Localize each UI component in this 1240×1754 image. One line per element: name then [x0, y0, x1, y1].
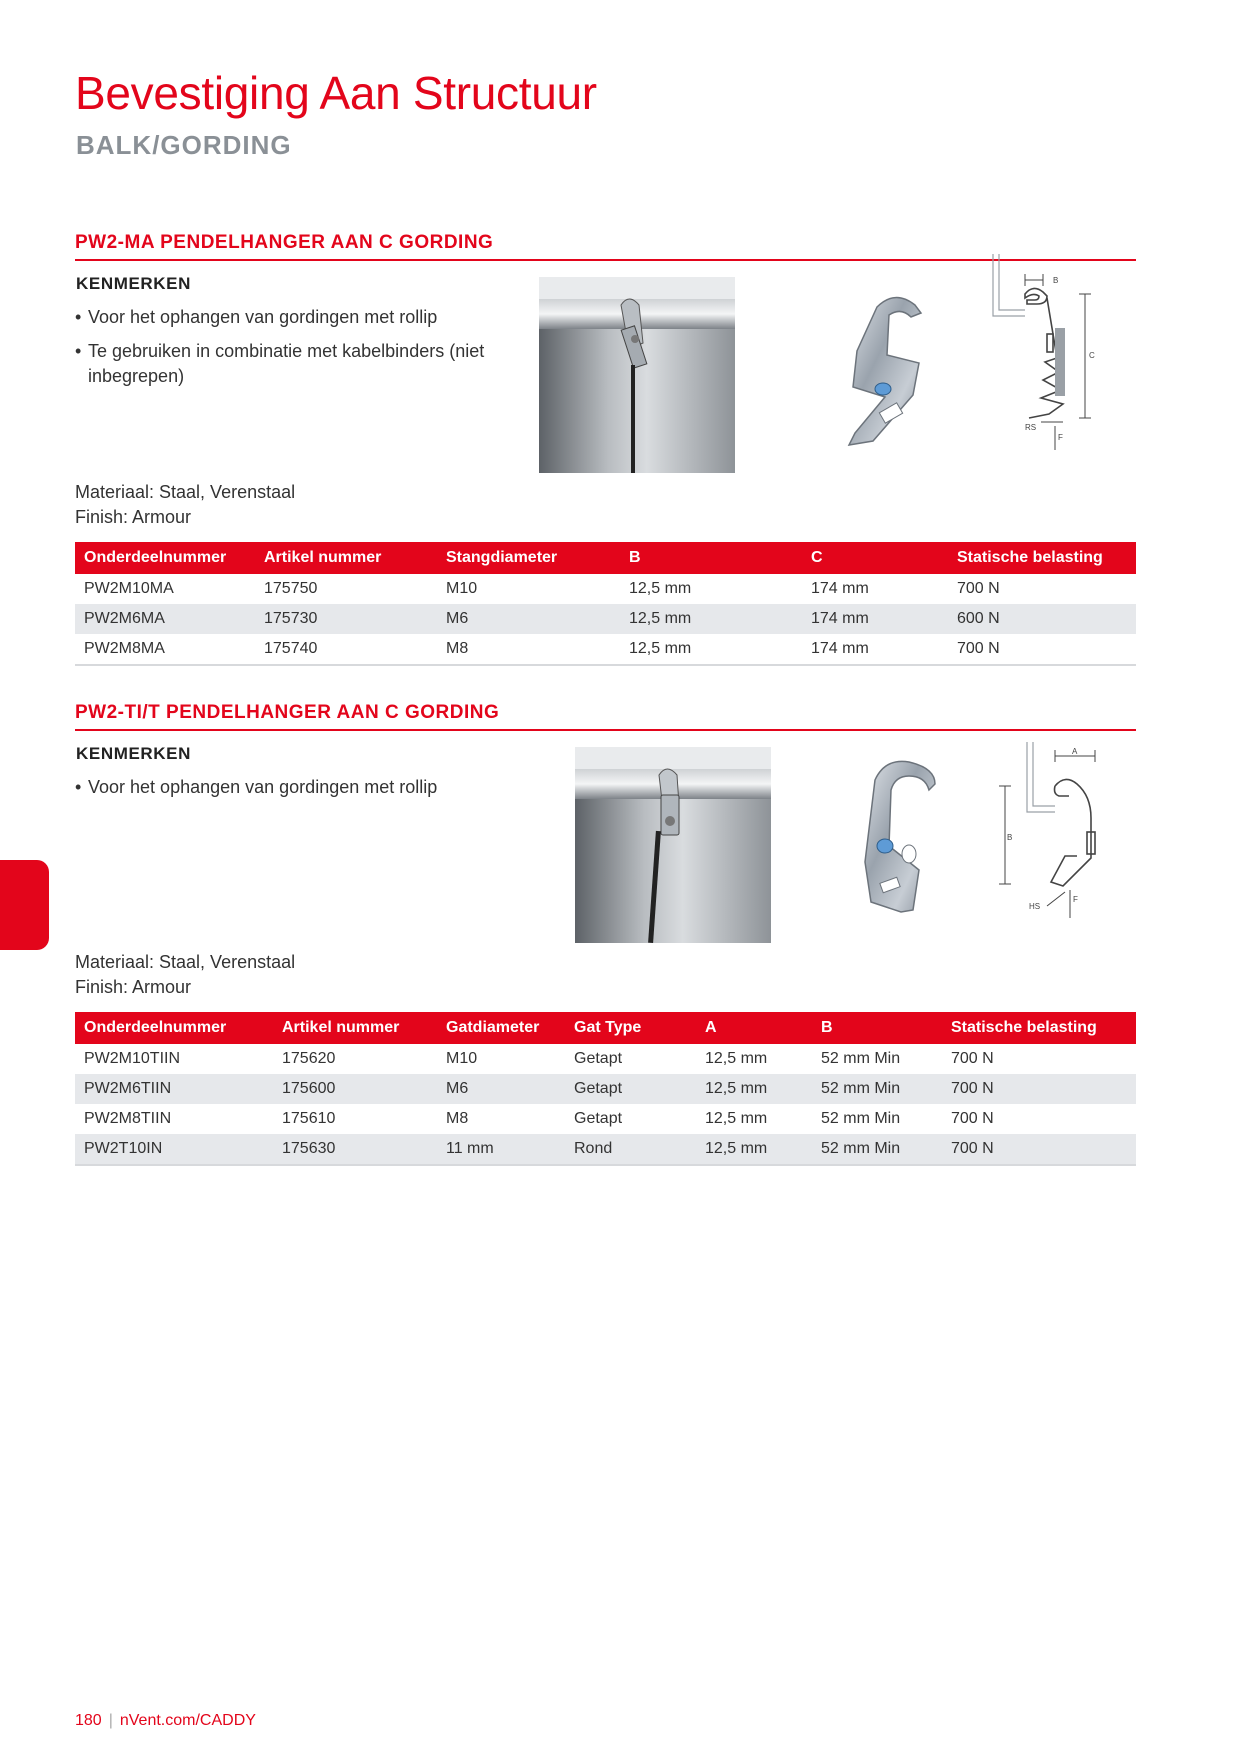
dimension-label-hs: HS — [1029, 902, 1041, 911]
table-cell: 12,5 mm — [696, 1074, 812, 1104]
table-cell: 700 N — [942, 1134, 1136, 1165]
table-cell: 175750 — [264, 580, 318, 597]
table-cell: M6 — [437, 1074, 565, 1104]
chapter-tab — [0, 860, 49, 950]
table-cell: Getapt — [574, 1050, 623, 1067]
table-cell: M10 — [446, 1050, 478, 1067]
product-photo — [815, 287, 960, 457]
table-cell: 11 mm — [437, 1134, 565, 1165]
column-header: B — [812, 1012, 942, 1044]
table-cell: Getapt — [574, 1110, 623, 1127]
feature-item: • Te gebruiken in combinatie met kabelbinders (niet inbegrepen) — [75, 339, 495, 389]
finish-text: Finish: Armour — [75, 507, 192, 527]
column-header: B — [620, 542, 802, 574]
table-cell: 52 mm Min — [812, 1074, 942, 1104]
column-header: Stangdiameter — [437, 542, 620, 574]
column-header: Statische belasting — [942, 1012, 1136, 1044]
table-cell: 600 N — [948, 604, 1136, 634]
column-header: Artikel nummer — [255, 542, 437, 574]
table-row — [75, 634, 1136, 665]
section-pw2-ma — [75, 232, 1136, 672]
material-text: Materiaal: Staal, Verenstaal — [75, 952, 296, 972]
page-number: 180 — [75, 1712, 102, 1729]
table-cell: 12,5 mm — [620, 634, 802, 665]
material-info — [75, 950, 295, 1000]
table-row — [75, 1044, 1136, 1074]
technical-drawing — [985, 254, 1125, 454]
table-header-row — [75, 542, 1136, 574]
column-header: A — [696, 1012, 812, 1044]
installation-photo — [539, 277, 735, 473]
table-cell: M6 — [437, 604, 620, 634]
table-cell: Rond — [565, 1134, 696, 1165]
column-header: Gat Type — [565, 1012, 696, 1044]
table-cell: 174 mm — [802, 634, 948, 665]
table-row — [75, 1104, 1136, 1134]
table-cell: 12,5 mm — [696, 1134, 812, 1165]
table-cell: 174 mm — [802, 604, 948, 634]
feature-item: • Voor het ophangen van gordingen met rollip — [75, 775, 495, 800]
table-cell: M8 — [437, 634, 620, 665]
table-cell: 12,5 mm — [705, 1050, 768, 1067]
table-cell: M8 — [446, 1110, 469, 1127]
column-header: Gatdiameter — [437, 1012, 565, 1044]
technical-drawing — [995, 742, 1135, 922]
table-row — [75, 574, 1136, 604]
page-footer — [75, 1712, 256, 1730]
material-info — [75, 480, 295, 530]
table-cell: 700 N — [951, 1110, 994, 1127]
page-subtitle: BALK/GORDING — [76, 130, 292, 160]
dimension-label-f: F — [1073, 895, 1078, 904]
table-cell: 12,5 mm — [705, 1110, 768, 1127]
column-header: C — [802, 542, 948, 574]
section-heading: PW2-MA PENDELHANGER AAN C GORDING — [75, 232, 1136, 261]
product-photo — [845, 750, 965, 930]
table-cell: 700 N — [948, 634, 1136, 665]
footer-url[interactable]: nVent.com/CADDY — [119, 1712, 256, 1729]
table-cell: 700 N — [951, 1050, 994, 1067]
table-cell: 700 N — [942, 1074, 1136, 1104]
material-text: Materiaal: Staal, Verenstaal — [75, 482, 296, 502]
table-cell: 175730 — [255, 604, 437, 634]
dimension-label-f: F — [1058, 433, 1063, 442]
table-cell: 174 mm — [811, 580, 869, 597]
table-cell: 12,5 mm — [629, 580, 692, 597]
table-cell: PW2M10MA — [84, 580, 174, 597]
table-cell: 52 mm Min — [821, 1110, 901, 1127]
table-header-row — [75, 1012, 1136, 1044]
spec-table — [75, 1012, 1136, 1166]
dimension-label-a: A — [1072, 747, 1078, 756]
feature-list — [75, 775, 495, 809]
table-cell: PW2M8TIIN — [84, 1110, 172, 1127]
table-cell: PW2M6MA — [75, 604, 255, 634]
spec-table — [75, 542, 1136, 666]
features-label: KENMERKEN — [76, 744, 191, 763]
table-cell: 175620 — [282, 1050, 336, 1067]
table-row — [75, 1134, 1136, 1165]
table-cell: 175610 — [282, 1110, 336, 1127]
table-cell: PW2T10IN — [75, 1134, 273, 1165]
table-cell: 700 N — [957, 580, 1000, 597]
column-header: Artikel nummer — [273, 1012, 437, 1044]
table-cell: PW2M6TIIN — [75, 1074, 273, 1104]
column-header: Onderdeelnummer — [75, 1012, 273, 1044]
feature-item: • Voor het ophangen van gordingen met rollip — [75, 305, 495, 330]
dimension-label-b: B — [1053, 276, 1059, 285]
table-cell: 175630 — [273, 1134, 437, 1165]
footer-separator: | — [108, 1712, 113, 1729]
finish-text: Finish: Armour — [75, 977, 192, 997]
table-row — [75, 1074, 1136, 1104]
column-header: Onderdeelnummer — [75, 542, 255, 574]
section-heading: PW2-TI/T PENDELHANGER AAN C GORDING — [75, 702, 1136, 731]
table-cell: PW2M8MA — [75, 634, 255, 665]
dimension-label-rs: RS — [1025, 423, 1037, 432]
table-cell: 175600 — [273, 1074, 437, 1104]
table-row — [75, 604, 1136, 634]
table-cell: PW2M10TIIN — [84, 1050, 181, 1067]
table-cell: 52 mm Min — [812, 1134, 942, 1165]
features-label: KENMERKEN — [76, 274, 191, 293]
table-cell: Getapt — [565, 1074, 696, 1104]
column-header: Statische belasting — [948, 542, 1136, 574]
section-pw2-ti — [75, 702, 1136, 1172]
page-title: Bevestiging Aan Structuur — [75, 67, 597, 119]
installation-photo — [575, 747, 771, 943]
dimension-label-b: B — [1007, 833, 1013, 842]
table-cell: M10 — [446, 580, 478, 597]
dimension-label-c: C — [1089, 351, 1095, 360]
table-cell: 52 mm Min — [821, 1050, 901, 1067]
table-cell: 12,5 mm — [620, 604, 802, 634]
table-cell: 175740 — [255, 634, 437, 665]
feature-list — [75, 305, 495, 398]
